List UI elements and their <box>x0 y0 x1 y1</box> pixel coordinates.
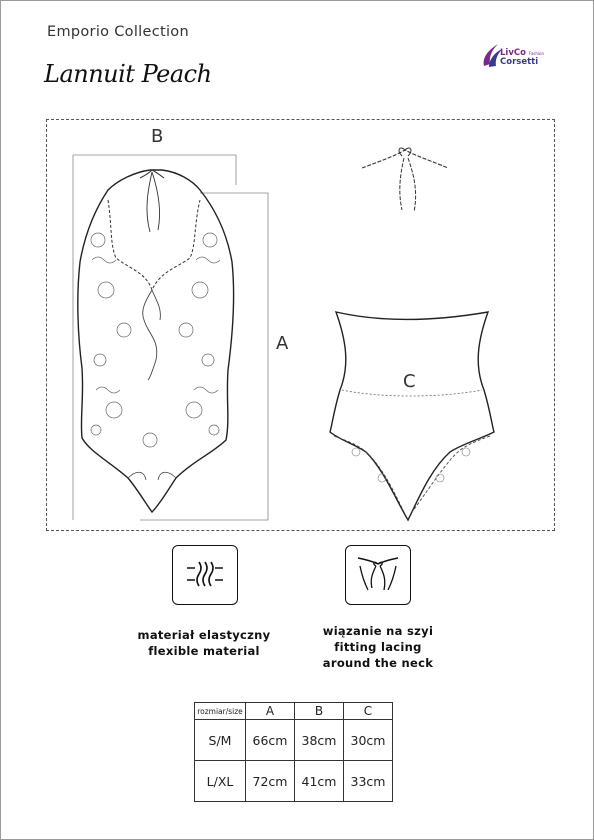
table-cell: 38cm <box>295 720 344 761</box>
product-title: Lannuit Peach <box>44 60 212 88</box>
table-cell: 66cm <box>246 720 295 761</box>
brand-line1-suffix: Fashion <box>528 51 545 56</box>
table-cell: 41cm <box>295 761 344 802</box>
table-cell: 30cm <box>344 720 393 761</box>
feature-caption-stretch <box>124 627 284 659</box>
dimension-label-b: B <box>151 126 164 147</box>
feature-caption-neck-tie <box>298 623 458 671</box>
table-cell: 72cm <box>246 761 295 802</box>
size-label: L/XL <box>195 761 246 802</box>
size-table-col-c: C <box>344 703 393 720</box>
feature-caption-line: materiał elastyczny <box>137 628 271 642</box>
size-table-col-a: A <box>246 703 295 720</box>
feature-caption-line: fitting lacing <box>334 640 422 654</box>
table-cell: 33cm <box>344 761 393 802</box>
size-table-header-row <box>195 703 393 720</box>
feature-caption-line: wiązanie na szyi <box>322 624 434 638</box>
size-table <box>194 702 393 802</box>
feature-icon-box-neck-tie <box>345 545 411 605</box>
table-row <box>195 720 393 761</box>
stretch-material-icon <box>173 546 237 604</box>
collection-name: Emporio Collection <box>47 24 189 40</box>
feature-caption-line: around the neck <box>322 656 434 670</box>
brand-line1: LivCo <box>500 48 526 58</box>
size-label: S/M <box>195 720 246 761</box>
table-row <box>195 761 393 802</box>
feature-caption-line: flexible material <box>148 644 260 658</box>
dimension-label-a: A <box>276 333 289 354</box>
feature-icon-box-stretch <box>172 545 238 605</box>
dimension-label-c: C <box>403 371 416 392</box>
size-table-corner: rozmiar/size <box>195 703 246 720</box>
size-table-col-b: B <box>295 703 344 720</box>
brand-logo <box>480 40 552 76</box>
neck-tie-icon <box>346 546 410 604</box>
diagram-frame <box>46 119 555 531</box>
brand-line2: Corsetti <box>500 57 539 67</box>
